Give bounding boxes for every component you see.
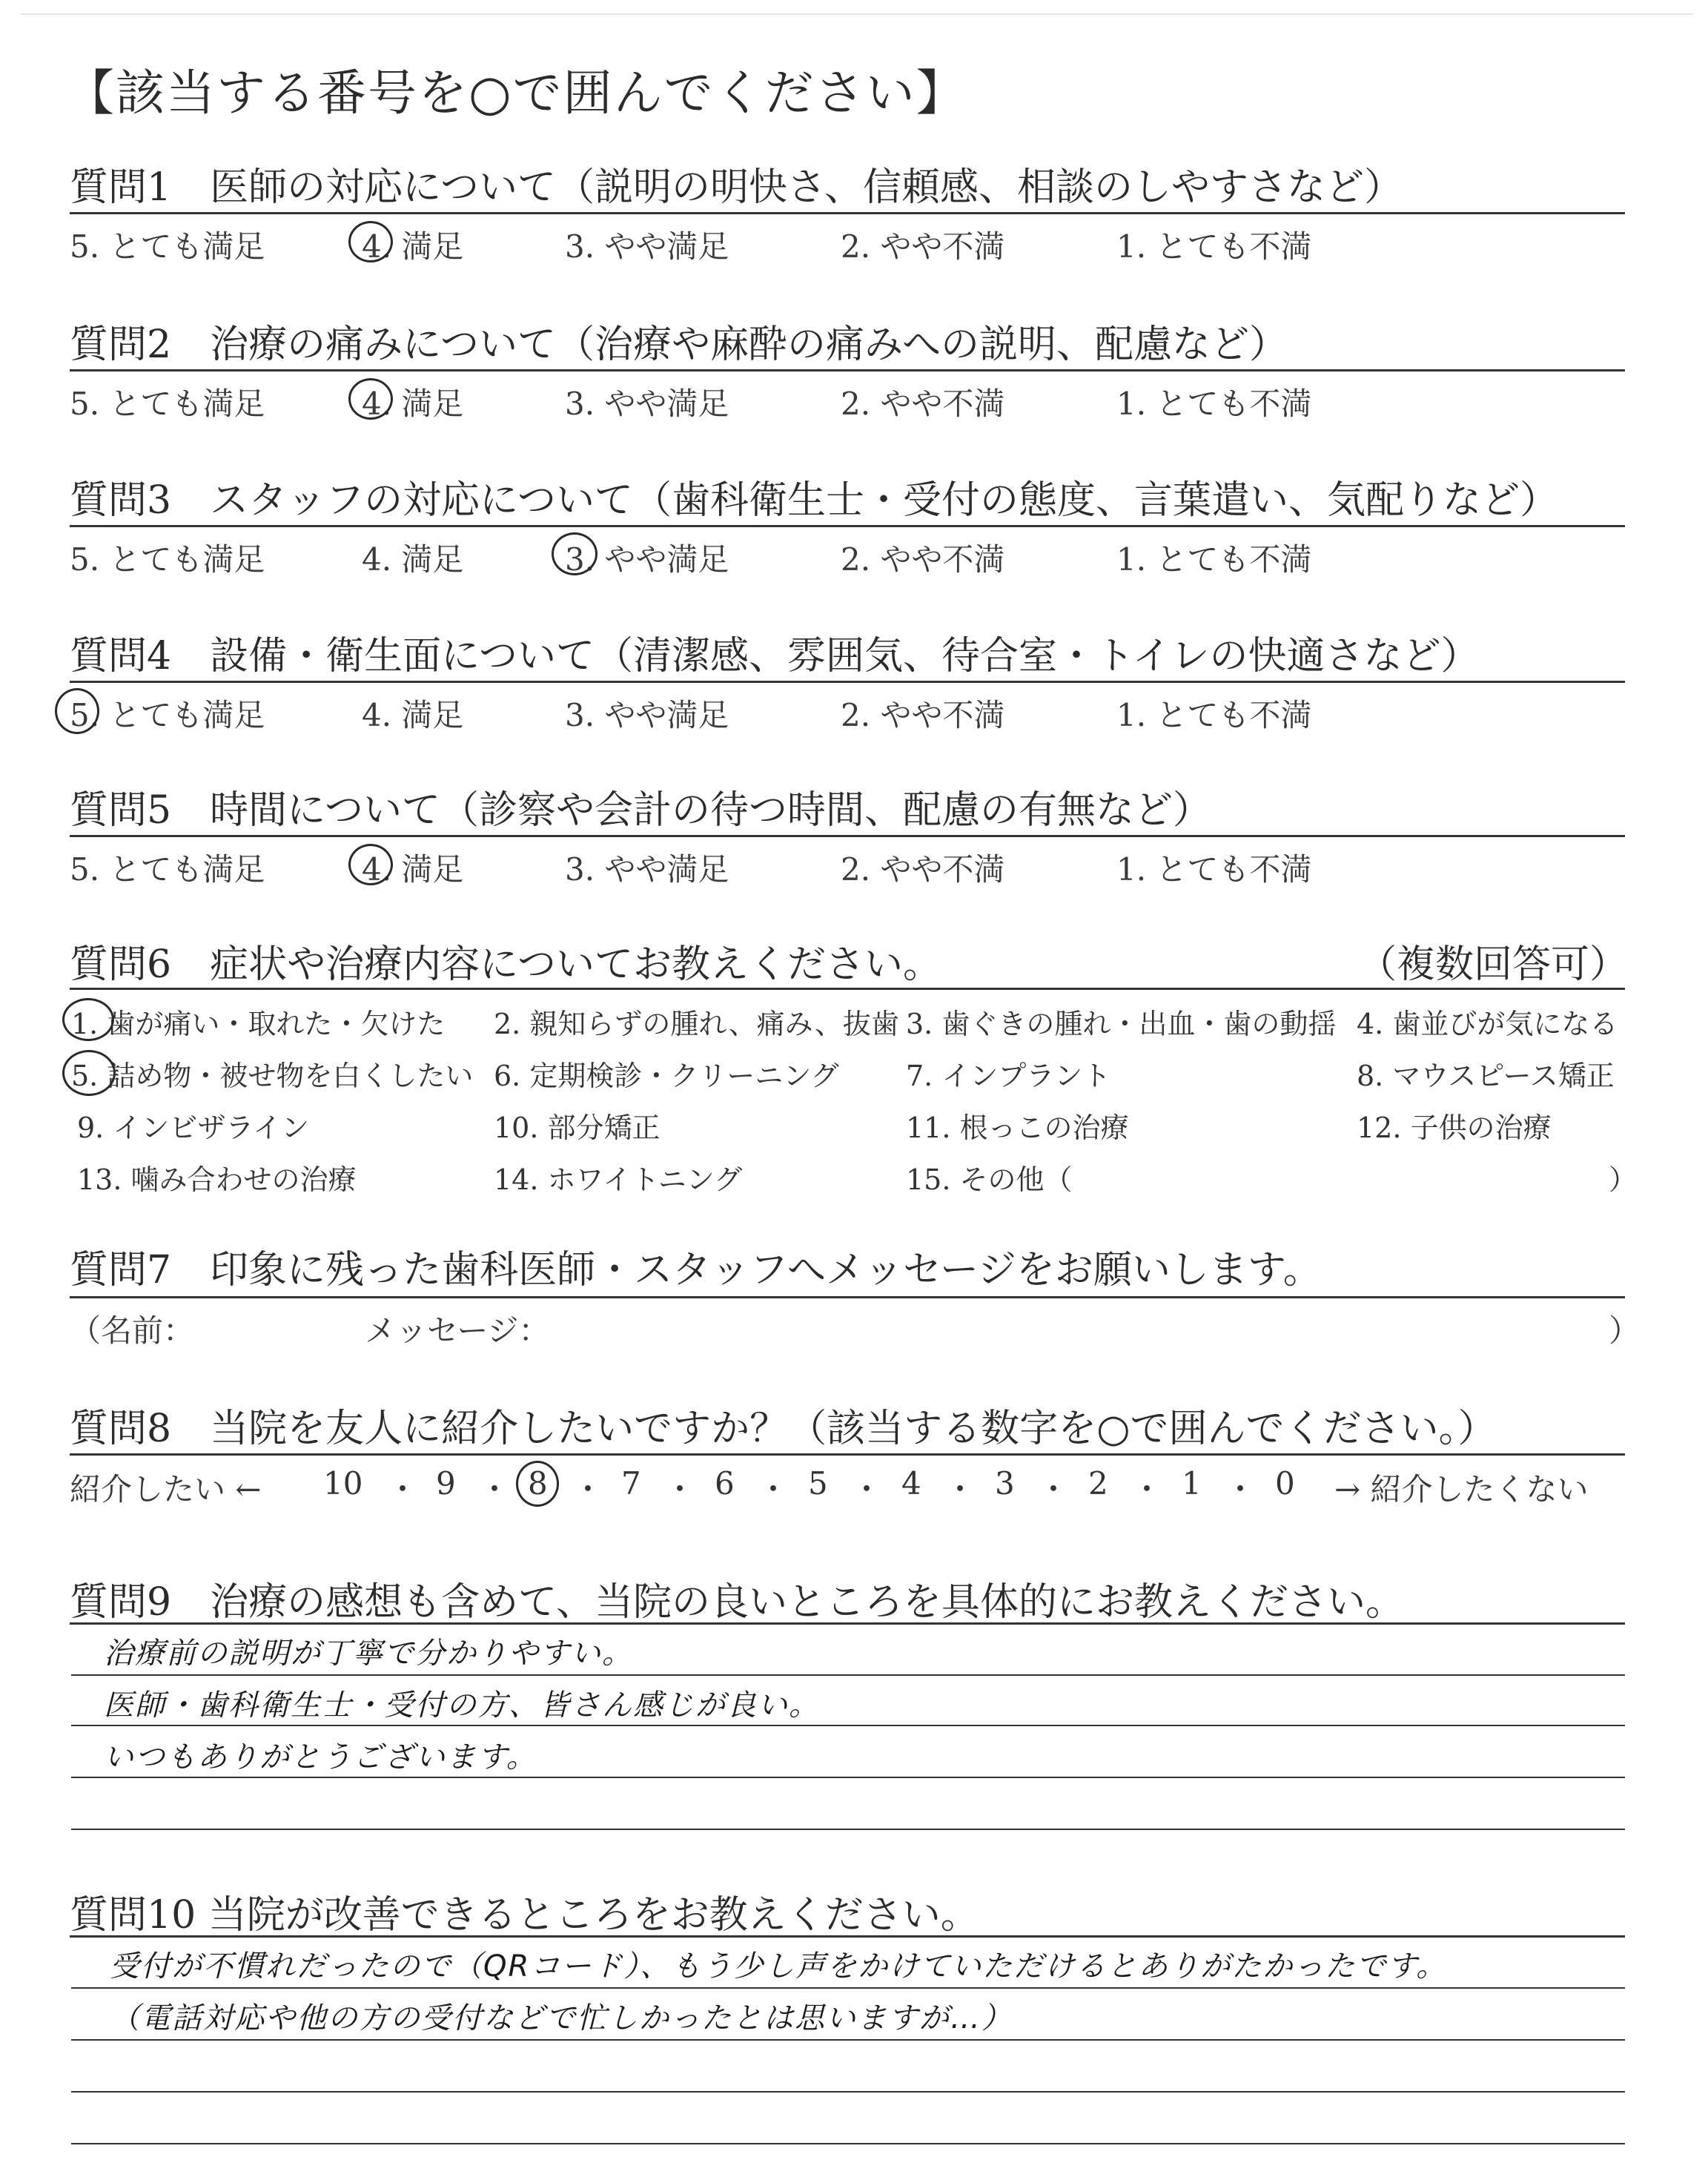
q3-option-4[interactable]: 4. 満足 xyxy=(362,541,464,578)
question-2-rule xyxy=(70,369,1625,371)
q6-item-4[interactable]: 4. 歯並びが気になる xyxy=(1357,1008,1618,1040)
q4-option-1[interactable]: 1. とても不満 xyxy=(1116,697,1312,733)
q1-option-5[interactable]: 5. とても満足 xyxy=(70,228,265,265)
q10-answer-line xyxy=(71,1987,1625,1989)
q3-option-3[interactable]: 3. やや満足 xyxy=(565,541,729,578)
q8-left-label: 紹介したい ← xyxy=(70,1471,262,1507)
q10-answer-line xyxy=(71,2143,1625,2144)
q8-sep: ・ xyxy=(1131,1471,1163,1507)
q5-option-5[interactable]: 5. とても満足 xyxy=(70,851,265,888)
question-3-title: 質問3 スタッフの対応について（歯科衛生士・受付の態度、言葉遣い、気配りなど） xyxy=(70,478,1559,523)
q10-answer-line xyxy=(71,2039,1625,2041)
question-10-title: 質問10 当院が改善できるところをお教えください。 xyxy=(70,1893,979,1938)
q1-option-3[interactable]: 3. やや満足 xyxy=(565,228,729,265)
q10-answer-line xyxy=(71,2091,1625,2093)
q8-scale-2[interactable]: 2 xyxy=(1088,1465,1108,1502)
question-1-title: 質問1 医師の対応について（説明の明快さ、信頼感、相談のしやすさなど） xyxy=(70,165,1403,210)
q4-option-5[interactable]: 5. とても満足 xyxy=(70,697,265,733)
q3-option-1[interactable]: 1. とても不満 xyxy=(1116,541,1312,578)
q1-option-4[interactable]: 4. 満足 xyxy=(362,228,464,265)
q9-answer-line xyxy=(71,1777,1625,1778)
q6-item-2[interactable]: 2. 親知らずの腫れ、痛み、抜歯 xyxy=(494,1008,899,1040)
q8-scale-4[interactable]: 4 xyxy=(901,1465,921,1502)
question-1-rule xyxy=(70,212,1625,214)
q5-option-3[interactable]: 3. やや満足 xyxy=(565,851,729,888)
q4-option-2[interactable]: 2. やや不満 xyxy=(841,697,1005,733)
question-2-title: 質問2 治療の痛みについて（治療や麻酔の痛みへの説明、配慮など） xyxy=(70,323,1288,367)
question-5-title: 質問5 時間について（診察や会計の待つ時間、配慮の有無など） xyxy=(70,788,1212,833)
question-3-rule xyxy=(70,525,1625,527)
q6-item-12[interactable]: 12. 子供の治療 xyxy=(1357,1112,1552,1144)
q2-option-1[interactable]: 1. とても不満 xyxy=(1116,386,1312,422)
q6-item-13[interactable]: 13. 噛み合わせの治療 xyxy=(77,1163,357,1196)
q10-handwritten-line-1: 受付が不慣れだったので（QRコード）、もう少し声をかけていただけるとありがたかったです。 xyxy=(110,1949,1448,1984)
question-8-title: 質問8 当院を友人に紹介したいですか？（該当する数字を○で囲んでください。） xyxy=(70,1407,1497,1451)
q8-selected-circle xyxy=(516,1461,559,1507)
q6-item-9[interactable]: 9. インビザライン xyxy=(77,1112,310,1144)
q10-handwritten-line-2: （電話対応や他の方の受付などで忙しかったとは思いますが…） xyxy=(110,2001,1013,2035)
q7-close-paren: ） xyxy=(1609,1312,1641,1349)
q7-message-label: メッセージ： xyxy=(365,1312,550,1349)
question-4-rule xyxy=(70,681,1625,683)
q8-sep: ・ xyxy=(664,1471,696,1507)
q6-item-7[interactable]: 7. インプラント xyxy=(906,1060,1111,1092)
q4-option-4[interactable]: 4. 満足 xyxy=(362,697,464,733)
q9-answer-line xyxy=(71,1725,1625,1726)
q6-selected-circle-5 xyxy=(62,1050,116,1096)
question-9-title: 質問9 治療の感想も含めて、当院の良いところを具体的にお教えください。 xyxy=(70,1580,1405,1625)
question-9-rule xyxy=(70,1622,1625,1625)
q6-item-14[interactable]: 14. ホワイトニング xyxy=(494,1163,743,1196)
q1-option-1[interactable]: 1. とても不満 xyxy=(1116,228,1312,265)
q8-scale-10[interactable]: 10 xyxy=(323,1465,363,1502)
page-heading: 【該当する番号を○で囲んでください】 xyxy=(65,65,967,122)
q8-scale-0[interactable]: 0 xyxy=(1275,1465,1295,1502)
q8-scale-3[interactable]: 3 xyxy=(995,1465,1015,1502)
q5-selected-circle xyxy=(348,844,393,885)
q6-item-8[interactable]: 8. マウスピース矯正 xyxy=(1357,1060,1615,1092)
q3-option-5[interactable]: 5. とても満足 xyxy=(70,541,265,578)
q7-name-label: （名前： xyxy=(70,1312,195,1349)
q5-option-4[interactable]: 4. 満足 xyxy=(362,851,464,888)
question-7-rule xyxy=(70,1296,1625,1298)
q3-option-2[interactable]: 2. やや不満 xyxy=(841,541,1005,578)
q9-handwritten-line-2: 医師・歯科衛生士・受付の方、皆さん感じが良い。 xyxy=(104,1688,820,1723)
q8-right-label: → 紹介したくない xyxy=(1334,1471,1589,1507)
q6-item-3[interactable]: 3. 歯ぐきの腫れ・出血・歯の動揺 xyxy=(906,1008,1337,1040)
q6-item-5[interactable]: 5. 詰め物・被せ物を白くしたい xyxy=(71,1060,474,1092)
q8-scale-1[interactable]: 1 xyxy=(1182,1465,1202,1502)
q2-option-4[interactable]: 4. 満足 xyxy=(362,386,464,422)
q4-option-3[interactable]: 3. やや満足 xyxy=(565,697,729,733)
q8-sep: ・ xyxy=(1225,1471,1257,1507)
q8-sep: ・ xyxy=(572,1471,604,1507)
q6-item-10[interactable]: 10. 部分矯正 xyxy=(494,1112,661,1144)
q8-scale-6[interactable]: 6 xyxy=(715,1465,735,1502)
q2-selected-circle xyxy=(348,378,393,420)
q8-scale-8[interactable]: 8 xyxy=(528,1465,548,1502)
q8-sep: ・ xyxy=(944,1471,976,1507)
q5-option-2[interactable]: 2. やや不満 xyxy=(841,851,1005,888)
q6-item-11[interactable]: 11. 根っこの治療 xyxy=(906,1112,1129,1144)
q8-sep: ・ xyxy=(479,1471,511,1507)
q9-handwritten-line-1: 治療前の説明が丁寧で分かりやすい。 xyxy=(104,1636,633,1671)
q8-scale-7[interactable]: 7 xyxy=(621,1465,641,1502)
q6-item-6[interactable]: 6. 定期検診・クリーニング xyxy=(494,1060,839,1092)
question-5-rule xyxy=(70,835,1625,837)
q2-option-3[interactable]: 3. やや満足 xyxy=(565,386,729,422)
q8-scale-5[interactable]: 5 xyxy=(808,1465,828,1502)
q1-selected-circle xyxy=(348,221,393,262)
q8-sep: ・ xyxy=(387,1471,419,1507)
q9-answer-line xyxy=(71,1829,1625,1830)
q6-item-15[interactable]: 15. その他（ xyxy=(906,1163,1073,1196)
question-7-title: 質問7 印象に残った歯科医師・スタッフへメッセージをお願いします。 xyxy=(70,1248,1322,1292)
q2-option-5[interactable]: 5. とても満足 xyxy=(70,386,265,422)
q6-item-15-close-paren: ） xyxy=(1609,1163,1638,1196)
q1-option-2[interactable]: 2. やや不満 xyxy=(841,228,1005,265)
q6-item-1[interactable]: 1. 歯が痛い・取れた・欠けた xyxy=(71,1008,446,1040)
q5-option-1[interactable]: 1. とても不満 xyxy=(1116,851,1312,888)
question-10-rule xyxy=(70,1935,1625,1938)
q8-sep: ・ xyxy=(1038,1471,1070,1507)
q2-option-2[interactable]: 2. やや不満 xyxy=(841,386,1005,422)
q4-selected-circle xyxy=(55,688,99,734)
question-6-note: （複数回答可） xyxy=(1358,942,1629,987)
question-4-title: 質問4 設備・衛生面について（清潔感、雰囲気、待合室・トイレの快適さなど） xyxy=(70,634,1480,678)
q8-sep: ・ xyxy=(851,1471,883,1507)
q8-sep: ・ xyxy=(758,1471,790,1507)
q3-selected-circle xyxy=(552,532,598,575)
q8-scale-9[interactable]: 9 xyxy=(436,1465,456,1502)
q9-handwritten-line-3: いつもありがとうございます。 xyxy=(104,1740,537,1774)
question-6-rule xyxy=(70,988,1625,990)
q9-answer-line xyxy=(71,1674,1625,1676)
question-6-title: 質問6 症状や治療内容についてお教えください。 xyxy=(70,942,942,987)
question-8-rule xyxy=(70,1453,1625,1456)
q6-selected-circle-1 xyxy=(62,998,114,1041)
